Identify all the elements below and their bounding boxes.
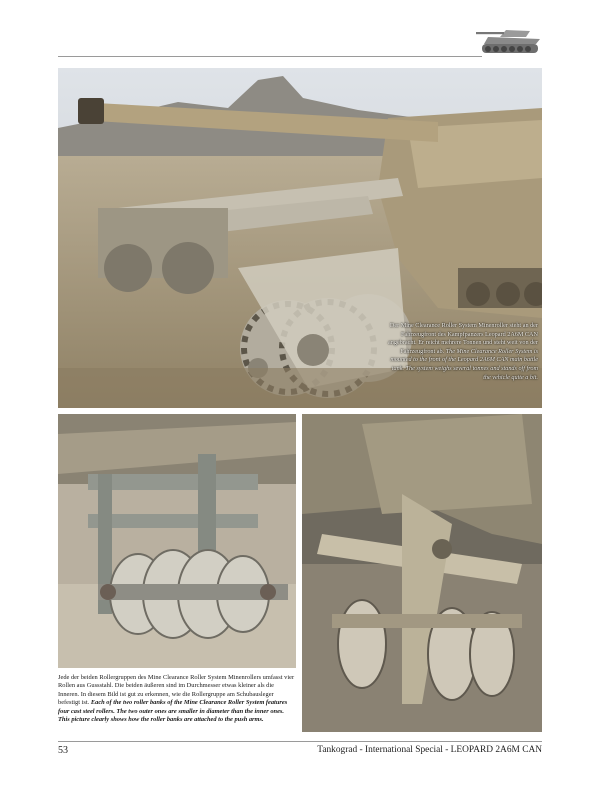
photo-roller-bank-closeup xyxy=(58,414,296,668)
page-number: 53 xyxy=(58,745,68,756)
caption-left-english: Each of the two roller banks of the Mine Clearance Roller System features four cast steel rollers. The two outer ones are smaller in diameter than the inner ones. This picture clearly shows how the roller banks are attached to the push arms. xyxy=(58,699,288,724)
caption-bottom-left-photo xyxy=(58,674,296,724)
caption-left-german: Jede der beiden Rollergruppen des Mine Clearance Roller System Minenrollers umfasst vier Rollen aus Gussstahl. Die beiden äußeren sind im Durchmesser etwas kleiner als die Inneren. In diesem Bild ist gut zu erkennen, wie die Rollergruppe am Schubausleger befestigt ist. xyxy=(58,674,295,707)
caption-top-german: Der Mine Clearance Roller System Minenroller steht an der Fahrzeugfront des Kampfpanzers Leopard 2A6M CAN angebracht. Er reicht mehrere Tonnen und steht weit von der Fahrzeugfront ab. xyxy=(388,322,538,355)
photo-push-arm-attachment xyxy=(302,414,542,732)
caption-top-photo xyxy=(388,322,538,382)
header-rule xyxy=(58,56,482,57)
tank-silhouette-icon xyxy=(474,22,544,58)
running-title: Tankograd - International Special - LEOPARD 2A6M CAN xyxy=(317,745,542,755)
caption-top-english: The Mine Clearance Roller System is mounted to the front of the Leopard 2A6M CAN main battle tank. The system weighs several tonnes and stands off from the vehicle quite a bit. xyxy=(390,347,538,381)
footer-rule xyxy=(58,741,542,742)
